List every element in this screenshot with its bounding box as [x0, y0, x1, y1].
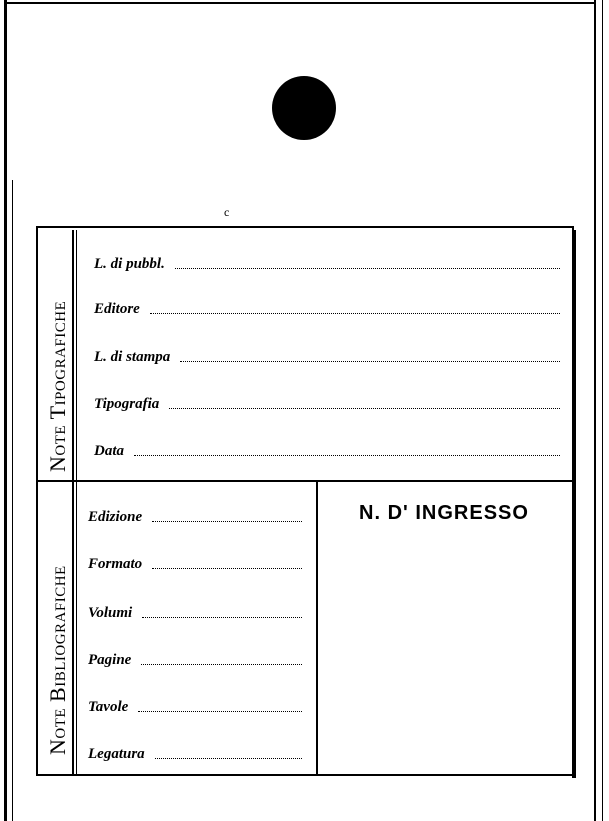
- field-label: Formato: [88, 556, 143, 572]
- tipografiche-rule: [72, 230, 74, 480]
- field-luogo-pubblicazione[interactable]: [94, 256, 560, 273]
- field-pagine[interactable]: [88, 652, 302, 669]
- dotted-line: [134, 454, 560, 456]
- field-label: Volumi: [88, 605, 133, 621]
- section-divider: [38, 480, 574, 482]
- bibliografiche-rule: [72, 482, 74, 774]
- note-tipografiche-title: Note Tipografiche: [45, 300, 70, 472]
- field-tipografia[interactable]: [94, 396, 560, 413]
- card-left-edge: [4, 0, 7, 821]
- ingresso-column-rule: [316, 482, 318, 774]
- field-editore[interactable]: [94, 301, 560, 318]
- field-legatura[interactable]: [88, 746, 302, 763]
- card-right-edge: [594, 0, 596, 821]
- card-inner-left-edge: [12, 180, 13, 821]
- field-label: Pagine: [88, 652, 132, 668]
- field-volumi[interactable]: [88, 605, 302, 622]
- dotted-line: [155, 757, 302, 759]
- field-label: Legatura: [88, 746, 145, 762]
- field-edizione[interactable]: [88, 509, 302, 526]
- field-label: Editore: [94, 301, 140, 317]
- field-label: L. di pubbl.: [94, 256, 165, 272]
- card-outer-right-edge: [602, 0, 603, 821]
- field-luogo-stampa[interactable]: [94, 349, 560, 366]
- form-shadow: [572, 230, 576, 778]
- field-data[interactable]: [94, 443, 560, 460]
- punch-hole: [272, 76, 336, 140]
- ingresso-label: N. D' INGRESSO: [359, 502, 529, 524]
- note-bibliografiche-title: Note Bibliografiche: [45, 565, 70, 755]
- field-label: L. di stampa: [94, 349, 171, 365]
- card-top-edge: [4, 2, 596, 4]
- field-label: Tipografia: [94, 396, 160, 412]
- dotted-line: [150, 312, 560, 314]
- dotted-line: [141, 663, 302, 665]
- dotted-line: [169, 407, 560, 409]
- field-label: Edizione: [88, 509, 143, 525]
- tipografiche-rule-thin: [76, 230, 77, 480]
- field-label: Tavole: [88, 699, 129, 715]
- field-formato[interactable]: [88, 556, 302, 573]
- dotted-line: [152, 520, 302, 522]
- dotted-line: [142, 616, 302, 618]
- field-label: Data: [94, 443, 124, 459]
- dotted-line: [152, 567, 302, 569]
- bibliografiche-rule-thin: [76, 482, 77, 774]
- field-tavole[interactable]: [88, 699, 302, 716]
- dotted-line: [180, 360, 560, 362]
- dotted-line: [138, 710, 302, 712]
- card-mark: c: [224, 205, 230, 219]
- dotted-line: [175, 267, 560, 269]
